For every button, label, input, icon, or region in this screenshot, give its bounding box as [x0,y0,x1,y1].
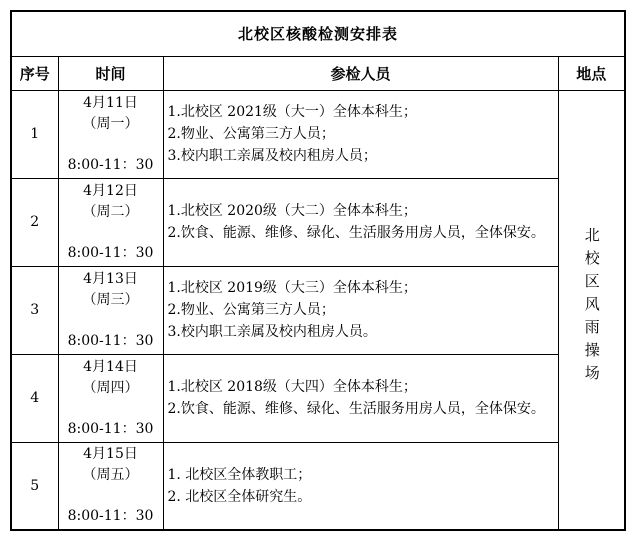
header-time: 时间 [58,56,163,90]
time-cell [58,178,163,266]
time-range: 8:00-11：30 [67,508,154,525]
day-line: （周二） [82,203,139,220]
time-cell [58,90,163,178]
location-text: 北校区风雨操场 [582,227,601,389]
person-line: 1.北校区 2020级（大二）全体本科生； [167,203,417,219]
date-line: 4月14日 [83,358,138,375]
row-index: 5 [11,442,58,530]
day-line: （周四） [82,379,139,396]
location-cell [558,90,625,530]
day-line: （周一） [82,115,139,132]
person-line: 1.北校区 2018级（大四）全体本科生； [167,379,417,395]
persons-cell [163,178,558,266]
date-line: 4月13日 [83,270,138,287]
time-range: 8:00-11：30 [67,420,154,437]
person-line: 2.饮食、能源、维修、绿化、生活服务用房人员，全体保安。 [167,401,545,417]
title-row [11,11,625,56]
table-row [11,266,625,354]
row-index: 3 [11,266,58,354]
person-line: 2.物业、公寓第三方人员； [167,302,335,318]
date-line: 4月11日 [83,94,138,111]
schedule-table [10,10,626,531]
table-row [11,442,625,530]
table-title: 北校区核酸检测安排表 [11,11,625,56]
person-line: 2. 北校区全体研究生。 [167,488,312,505]
person-line: 2.物业、公寓第三方人员； [167,126,335,142]
person-line: 3.校内职工亲属及校内租房人员。 [167,324,377,340]
row-index: 4 [11,354,58,442]
time-range: 8:00-11：30 [67,156,154,173]
time-cell [58,354,163,442]
header-persons: 参检人员 [163,56,558,90]
person-line: 1.北校区 2021级（大一）全体本科生； [167,104,417,120]
person-line: 1. 北校区全体教职工； [167,466,312,483]
persons-cell [163,354,558,442]
date-line: 4月15日 [83,446,138,463]
time-cell [58,442,163,530]
persons-cell [163,266,558,354]
header-index: 序号 [11,56,58,90]
table-row [11,178,625,266]
table-row [11,90,625,178]
header-location: 地点 [558,56,625,90]
time-range: 8:00-11：30 [67,244,154,261]
person-line: 1.北校区 2019级（大三）全体本科生； [167,280,417,296]
persons-cell [163,90,558,178]
date-line: 4月12日 [83,182,138,199]
time-range: 8:00-11：30 [67,332,154,349]
table-row [11,354,625,442]
row-index: 2 [11,178,58,266]
person-line: 2.饮食、能源、维修、绿化、生活服务用房人员，全体保安。 [167,225,545,241]
header-row [11,56,625,90]
day-line: （周五） [82,467,139,484]
time-cell [58,266,163,354]
person-line: 3.校内职工亲属及校内租房人员； [167,148,377,164]
row-index: 1 [11,90,58,178]
day-line: （周三） [82,291,139,308]
persons-cell [163,442,558,530]
